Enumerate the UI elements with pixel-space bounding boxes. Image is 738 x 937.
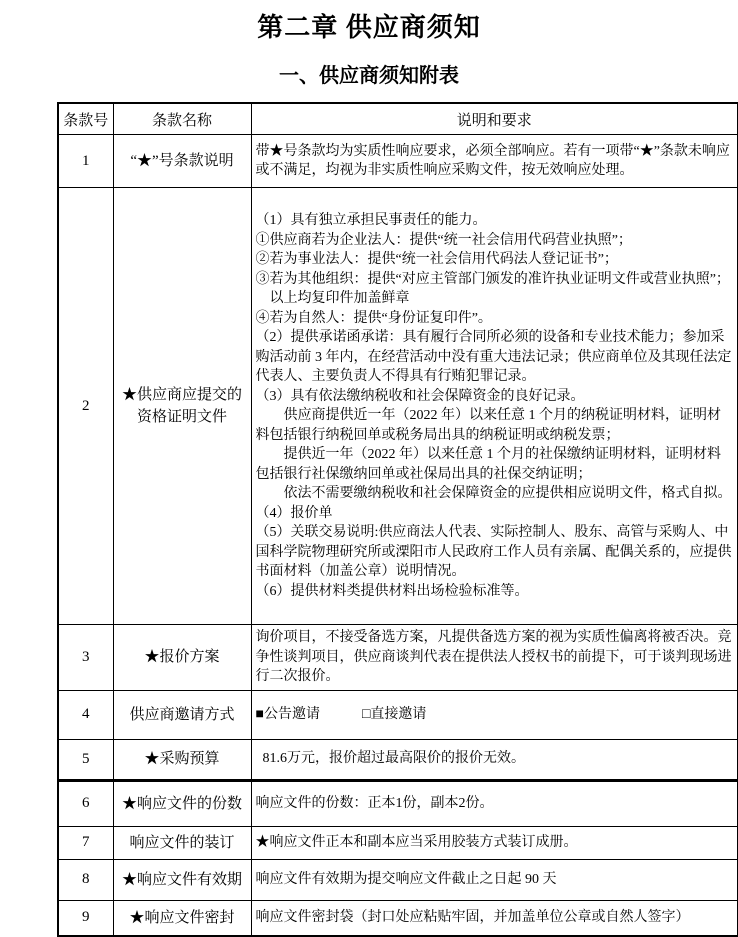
table-row — [58, 188, 738, 625]
clause-name-cell: 响应文件的装订 — [113, 826, 251, 859]
clause-number-cell: 5 — [58, 739, 113, 780]
clause-description-cell — [251, 859, 738, 900]
clause-description-cell — [251, 780, 738, 826]
description-paragraph: ①供应商若为企业法人：提供“统一社会信用代码营业执照”； — [255, 232, 632, 248]
clause-name-cell: ★采购预算 — [113, 739, 251, 780]
table-row — [58, 900, 738, 936]
description-paragraph: （5）关联交易说明:供应商法人代表、实际控制人、股东、高管与采购人、中国科学院物理研究所或溧阳市人民政府工作人员有亲属、配偶关系的，应提供书面材料（加盖公章）说明情况。 — [255, 525, 732, 579]
table-body — [58, 135, 738, 936]
description-paragraph: （3）具有依法缴纳税收和社会保障资金的良好记录。 — [255, 388, 585, 404]
description-paragraph: （6）提供材料类提供材料出场检验标准等。 — [255, 583, 529, 599]
clause-name-cell: “★”号条款说明 — [113, 135, 251, 188]
description-paragraph: 供应商提供近一年（2022 年）以来任意 1 个月的纳税证明材料，证明材料包括银行纳税回单或税务局出具的纳税证明或纳税发票； — [255, 408, 721, 443]
clause-description-cell — [251, 739, 738, 780]
description-paragraph: （1）具有独立承担民事责任的能力。 — [255, 213, 487, 228]
description-paragraph: ■公告邀请 □直接邀请 — [255, 706, 427, 722]
table-row — [58, 625, 738, 691]
table-row — [58, 135, 738, 188]
clause-number-cell: 4 — [58, 690, 113, 739]
col-header-clause-name: 条款名称 — [113, 103, 251, 135]
chapter-title: 第二章 供应商须知 — [257, 13, 481, 42]
clause-description-cell — [251, 900, 738, 936]
table-row — [58, 826, 738, 859]
clause-number-cell: 9 — [58, 900, 113, 936]
clause-description-cell — [251, 826, 738, 859]
clause-description-cell — [251, 625, 738, 691]
description-paragraph: ③若为其他组织：提供“对应主管部门颁发的准许执业证明文件或营业执照”； — [255, 271, 730, 287]
clause-name-cell: ★报价方案 — [113, 625, 251, 691]
description-paragraph: 依法不需要缴纳税收和社会保障资金的应提供相应说明文件，格式自拟。 — [255, 486, 732, 501]
table-row — [58, 739, 738, 780]
clause-number-cell: 6 — [58, 780, 113, 826]
description-paragraph: 提供近一年（2022 年）以来任意 1 个月的社保缴纳证明材料，证明材料包括银行社保缴纳回单或社保局出具的社保交纳证明； — [255, 447, 721, 482]
description-paragraph: ④若为自然人：提供“身份证复印件”。 — [255, 310, 492, 326]
table-row — [58, 690, 738, 739]
col-header-clause-number: 条款号 — [58, 103, 113, 135]
clause-number-cell: 2 — [58, 188, 113, 625]
clause-name-cell: 供应商邀请方式 — [113, 690, 251, 739]
clause-number-cell: 8 — [58, 859, 113, 900]
clause-number-cell: 1 — [58, 135, 113, 188]
table-header — [58, 103, 738, 135]
description-paragraph: 以上均复印件加盖鲜章 — [255, 291, 410, 306]
description-paragraph: （4）报价单 — [255, 505, 333, 521]
table-row — [58, 780, 738, 826]
description-paragraph: ②若为事业法人：提供“统一社会信用代码法人登记证书”； — [255, 252, 618, 267]
col-header-description: 说明和要求 — [251, 103, 738, 135]
table-row — [58, 859, 738, 900]
clause-number-cell: 3 — [58, 625, 113, 691]
clause-description-cell — [251, 135, 738, 188]
clause-name-cell: ★响应文件密封 — [113, 900, 251, 936]
header-row — [58, 103, 738, 135]
description-paragraph: 响应文件密封袋（封口处应粘贴牢固，并加盖单位公章或自然人签字） — [255, 909, 690, 925]
clause-name-cell: ★响应文件的份数 — [113, 780, 251, 826]
description-paragraph: 询价项目，不接受备选方案，凡提供备选方案的视为实质性偏离将被否决。竞争性谈判项目，供应商谈判代表在提供法人授权书的前提下，可于谈判现场进行二次报价。 — [255, 630, 732, 684]
section-title: 一、供应商须知附表 — [279, 65, 459, 87]
clause-description-cell — [251, 690, 738, 739]
clause-description-cell — [251, 188, 738, 625]
description-paragraph: 响应文件的份数：正本1份，副本2份。 — [255, 795, 494, 811]
description-paragraph: （2）提供承诺函承诺：具有履行合同所必须的设备和专业技术能力；参加采购活动前 3 年内，在经营活动中没有重大违法记录；供应商单位及其现任法定代表人、主要负责人不得具有行贿犯罪记录。 — [255, 330, 732, 384]
clause-number-cell: 7 — [58, 826, 113, 859]
supplier-notice-table — [57, 102, 738, 937]
description-paragraph: ★响应文件正本和副本应当采用胶装方式装订成册。 — [255, 834, 578, 850]
description-paragraph: 带★号条款均为实质性响应要求，必须全部响应。若有一项带“★”条款未响应或不满足，均视为非实质性响应采购文件，按无效响应处理。 — [255, 143, 730, 178]
clause-name-cell: ★响应文件有效期 — [113, 859, 251, 900]
clause-name-cell: ★供应商应提交的资格证明文件 — [113, 188, 251, 625]
description-paragraph: 响应文件有效期为提交响应文件截止之日起 90 天 — [255, 871, 557, 887]
description-paragraph: 81.6万元，报价超过最高限价的报价无效。 — [255, 751, 525, 767]
